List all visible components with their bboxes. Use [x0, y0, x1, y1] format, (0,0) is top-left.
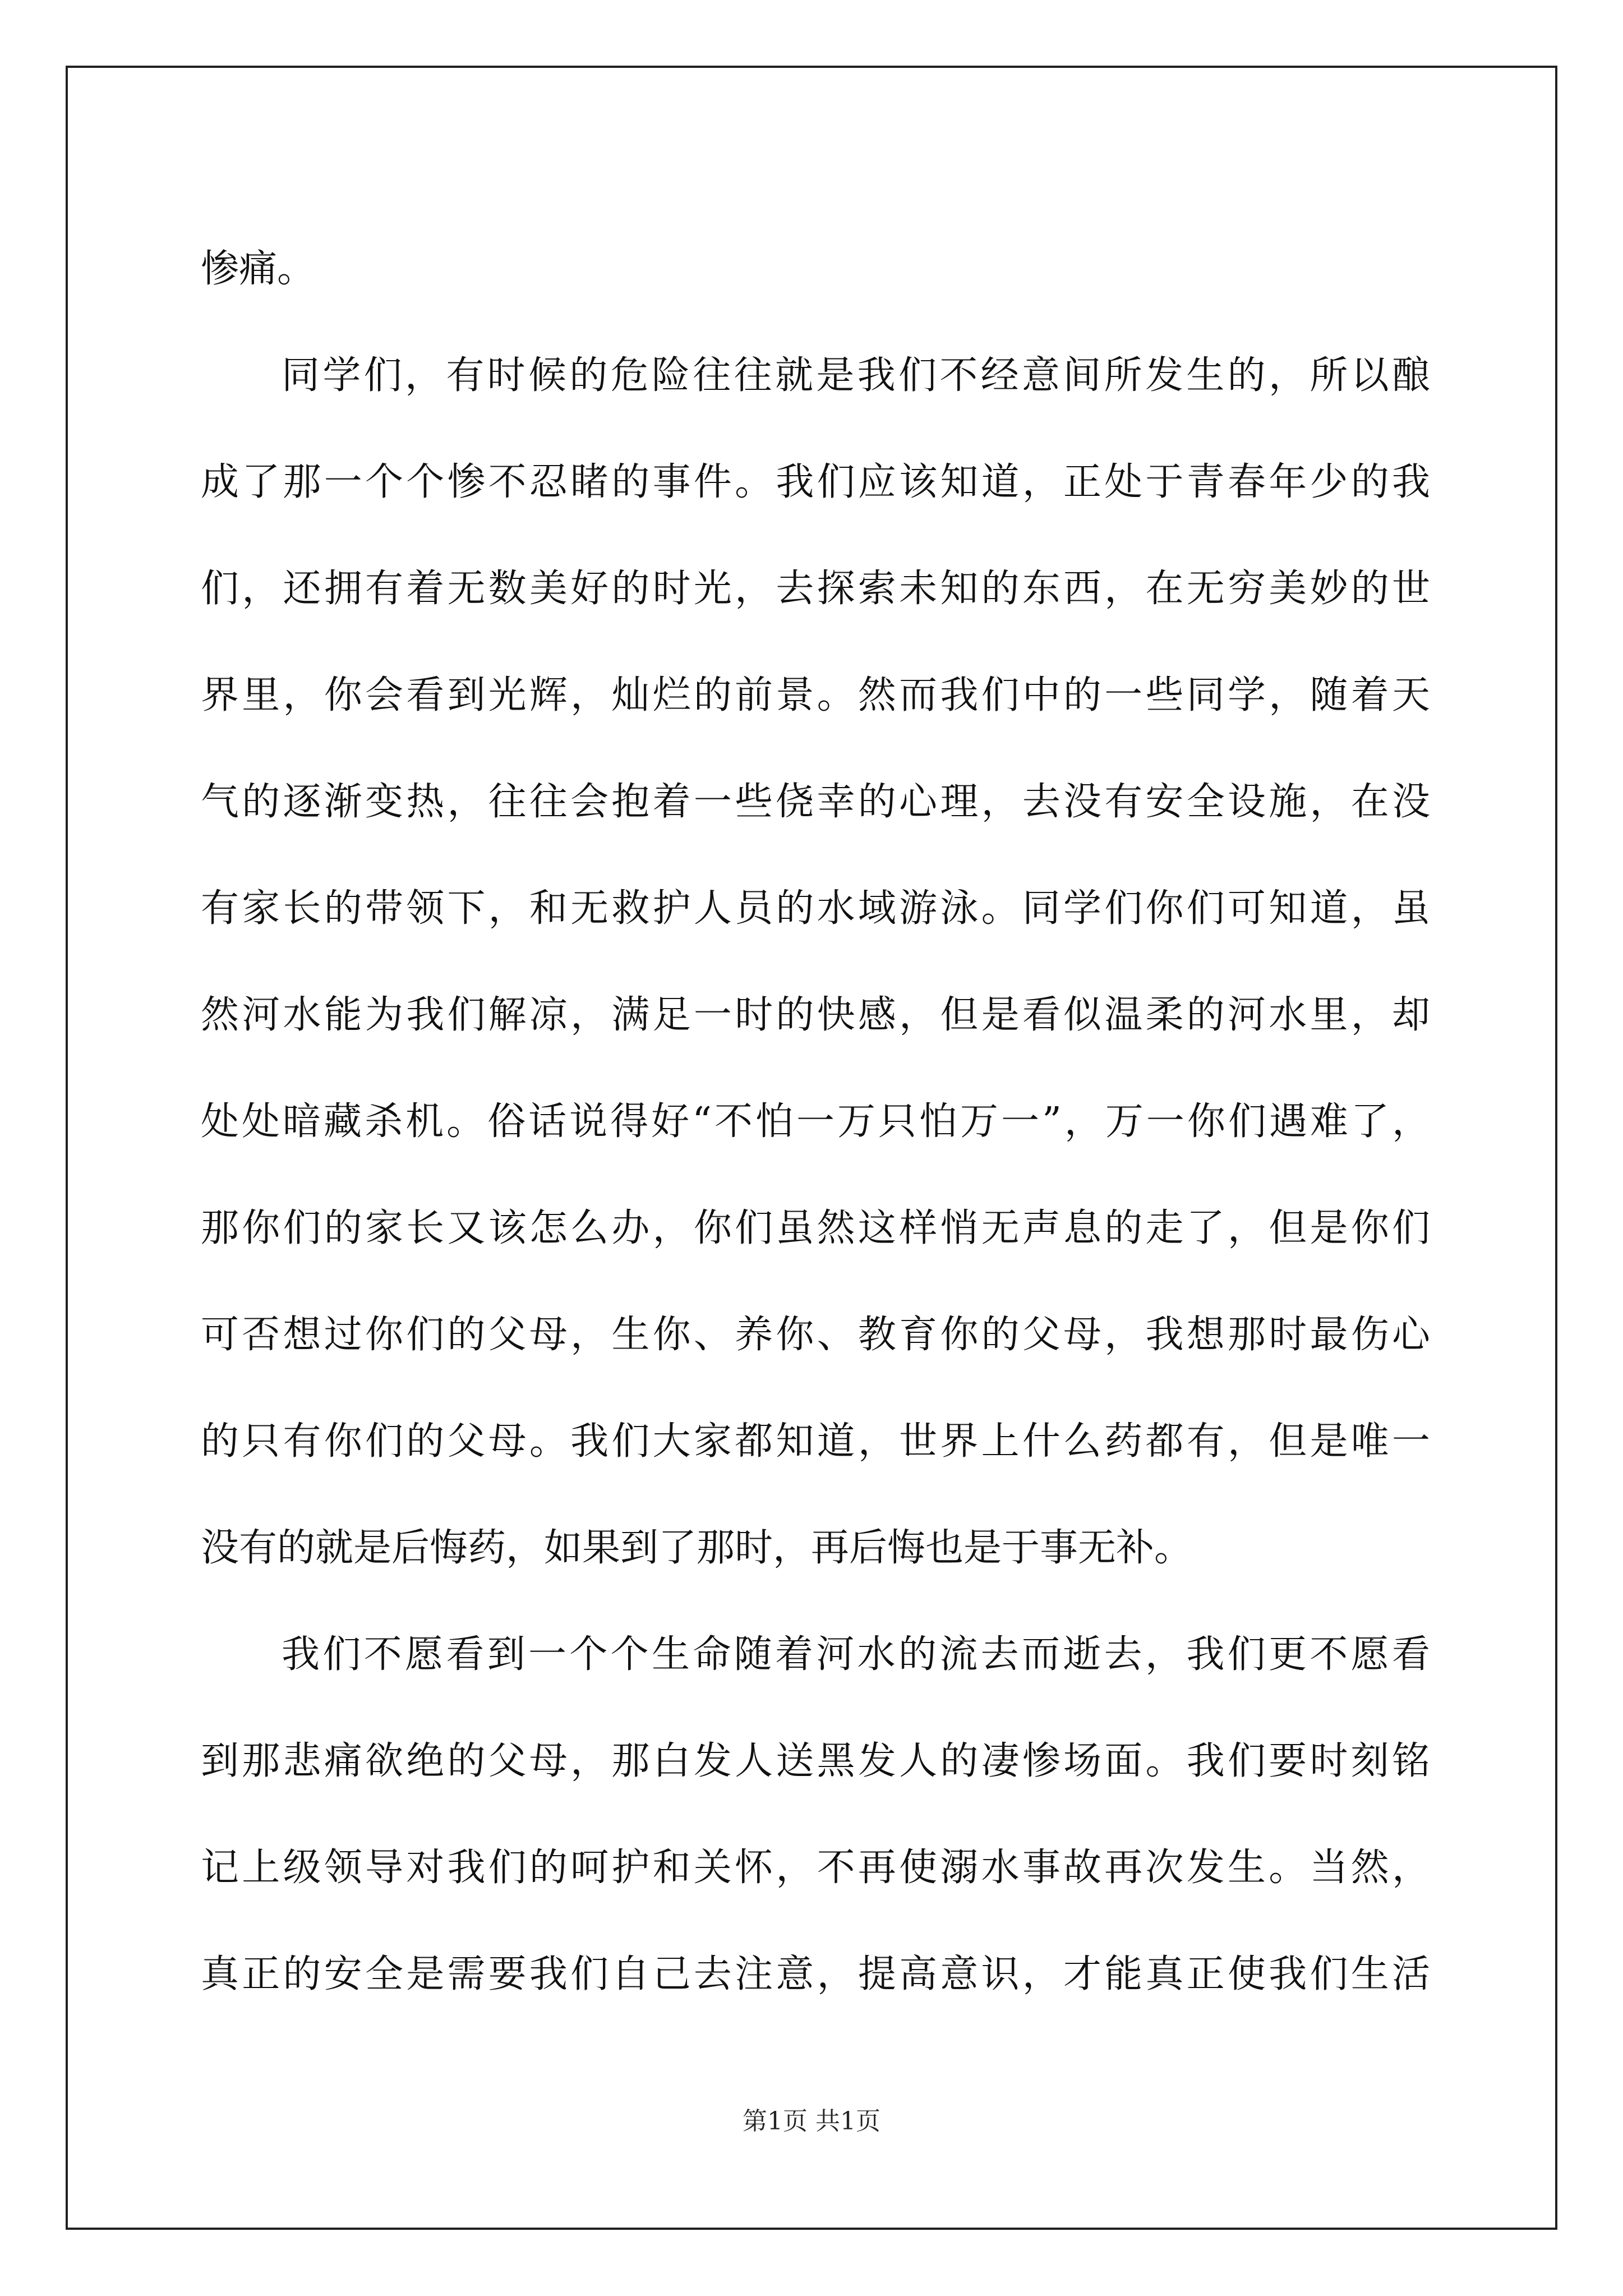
text-line: 气的逐渐变热，往往会抱着一些侥幸的心理，去没有安全设施，在没 [201, 780, 1430, 824]
document-body [201, 216, 1430, 2028]
text-line: 可否想过你们的父母，生你、养你、教育你的父母，我想那时最伤心 [201, 1313, 1430, 1357]
page-footer [0, 2105, 1623, 2138]
text-line: 那你们的家长又该怎么办，你们虽然这样悄无声息的走了，但是你们 [201, 1206, 1430, 1250]
text-line: 我们不愿看到一个个生命随着河水的流去而逝去，我们更不愿看 [282, 1632, 1430, 1677]
text-line: 到那悲痛欲绝的父母，那白发人送黑发人的凄惨场面。我们要时刻铭 [201, 1739, 1430, 1783]
text-line: 然河水能为我们解凉，满足一时的快感，但是看似温柔的河水里，却 [201, 993, 1430, 1037]
text-line: 们，还拥有着无数美好的时光，去探索未知的东西，在无穷美妙的世 [201, 567, 1430, 611]
text-line: 真正的安全是需要我们自己去注意，提高意识，才能真正使我们生活 [201, 1952, 1430, 1996]
text-line: 有家长的带领下，和无救护人员的水域游泳。同学们你们可知道，虽 [201, 886, 1430, 931]
text-line: 界里，你会看到光辉，灿烂的前景。然而我们中的一些同学，随着天 [201, 673, 1430, 717]
text-line: 记上级领导对我们的呵护和关怀，不再使溺水事故再次发生。当然， [201, 1846, 1430, 1890]
text-line: 成了那一个个惨不忍睹的事件。我们应该知道，正处于青春年少的我 [201, 460, 1430, 504]
text-line: 惨痛。 [201, 247, 316, 291]
page-number: 第1页 共1页 [743, 2107, 880, 2136]
text-line: 同学们，有时候的危险往往就是我们不经意间所发生的，所以酿 [282, 353, 1430, 398]
text-line: 的只有你们的父母。我们大家都知道，世界上什么药都有，但是唯一 [201, 1419, 1430, 1464]
text-line: 处处暗藏杀机。俗话说得好“不怕一万只怕万一”，万一你们遇难了， [201, 1099, 1430, 1144]
text-line: 没有的就是后悔药，如果到了那时，再后悔也是于事无补。 [201, 1526, 1193, 1570]
